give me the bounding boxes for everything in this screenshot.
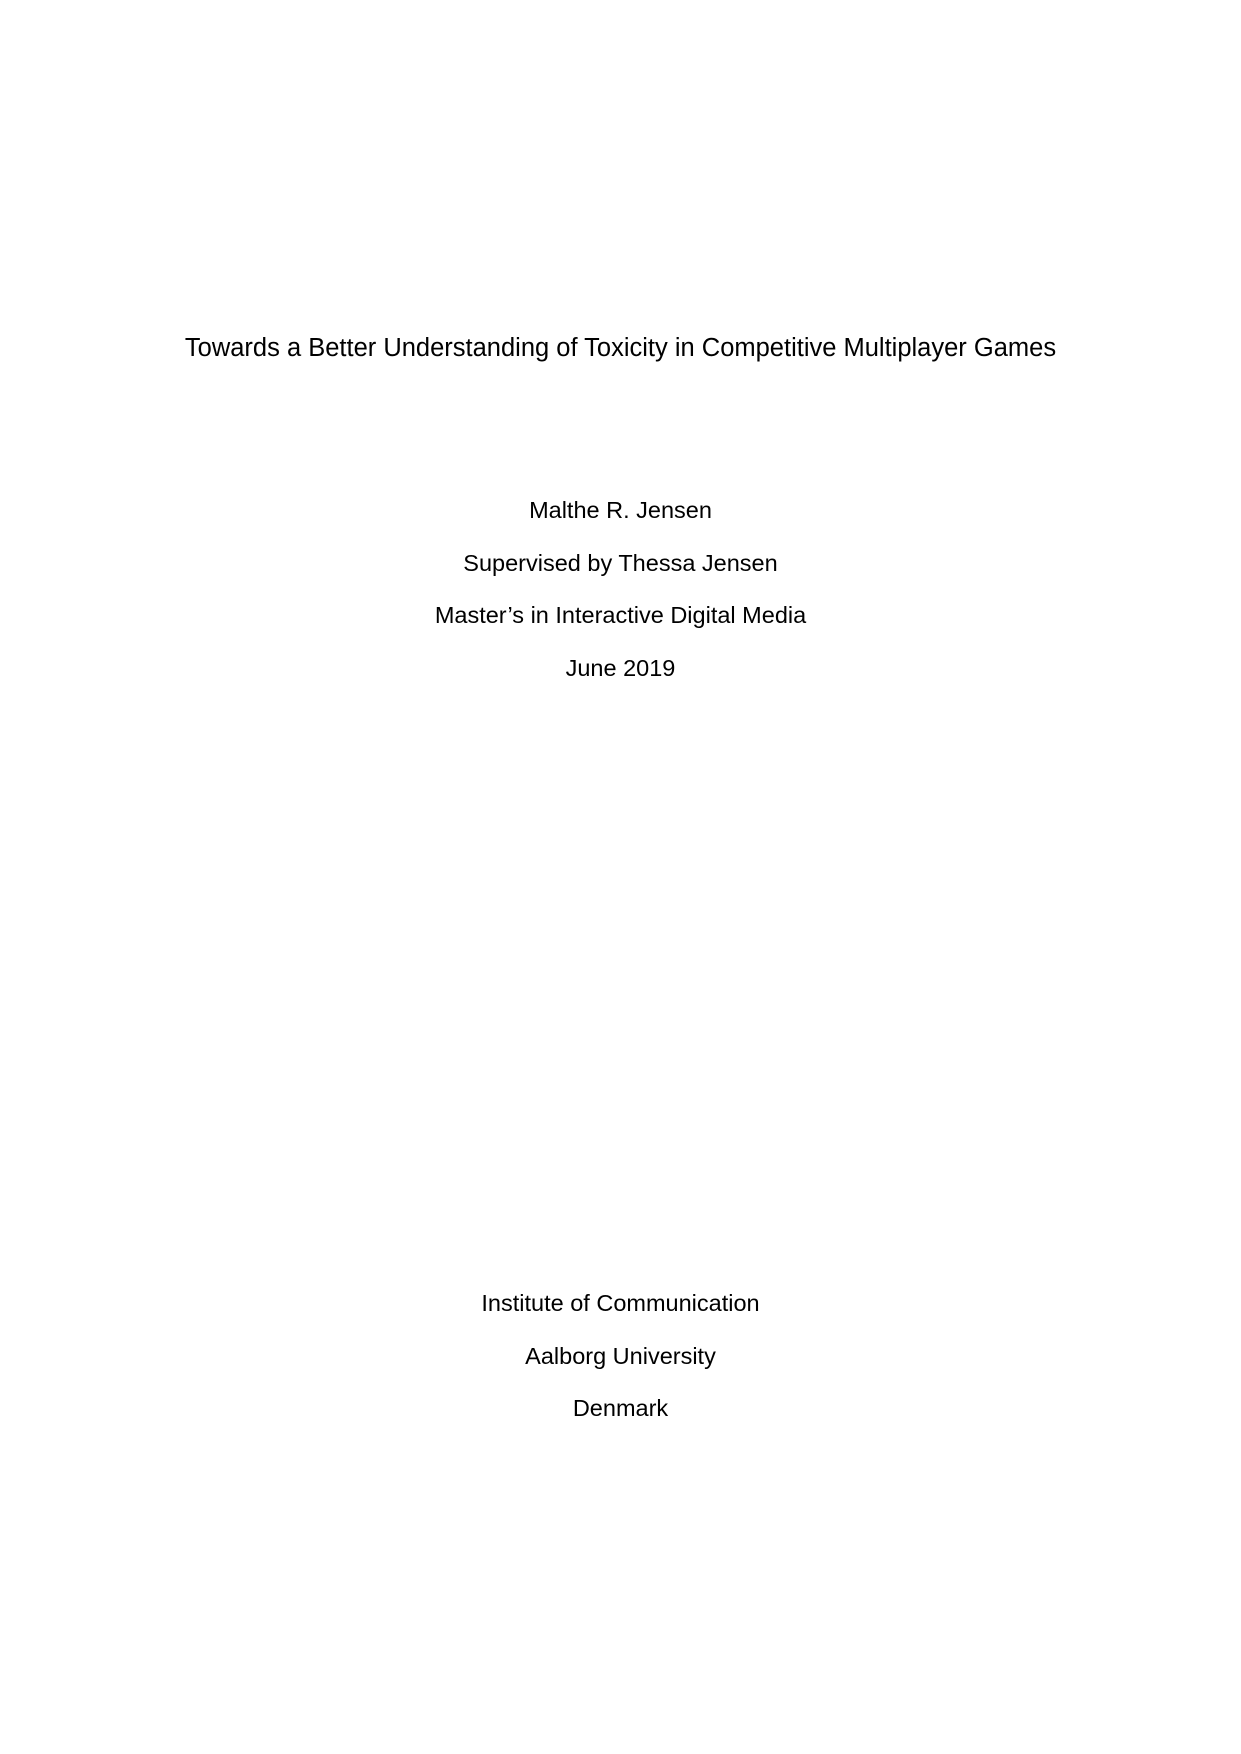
country-line: Denmark (572, 1395, 669, 1421)
date-line: June 2019 (565, 655, 676, 681)
institute-line: Institute of Communication (481, 1290, 760, 1316)
university-line: Aalborg University (525, 1343, 716, 1369)
document-title: Towards a Better Understanding of Toxicity in Competitive Multiplayer Games (184, 334, 1057, 362)
supervisor-line: Supervised by Thessa Jensen (463, 550, 778, 576)
author-name: Malthe R. Jensen (529, 497, 712, 523)
program-line: Master’s in Interactive Digital Media (434, 602, 807, 628)
